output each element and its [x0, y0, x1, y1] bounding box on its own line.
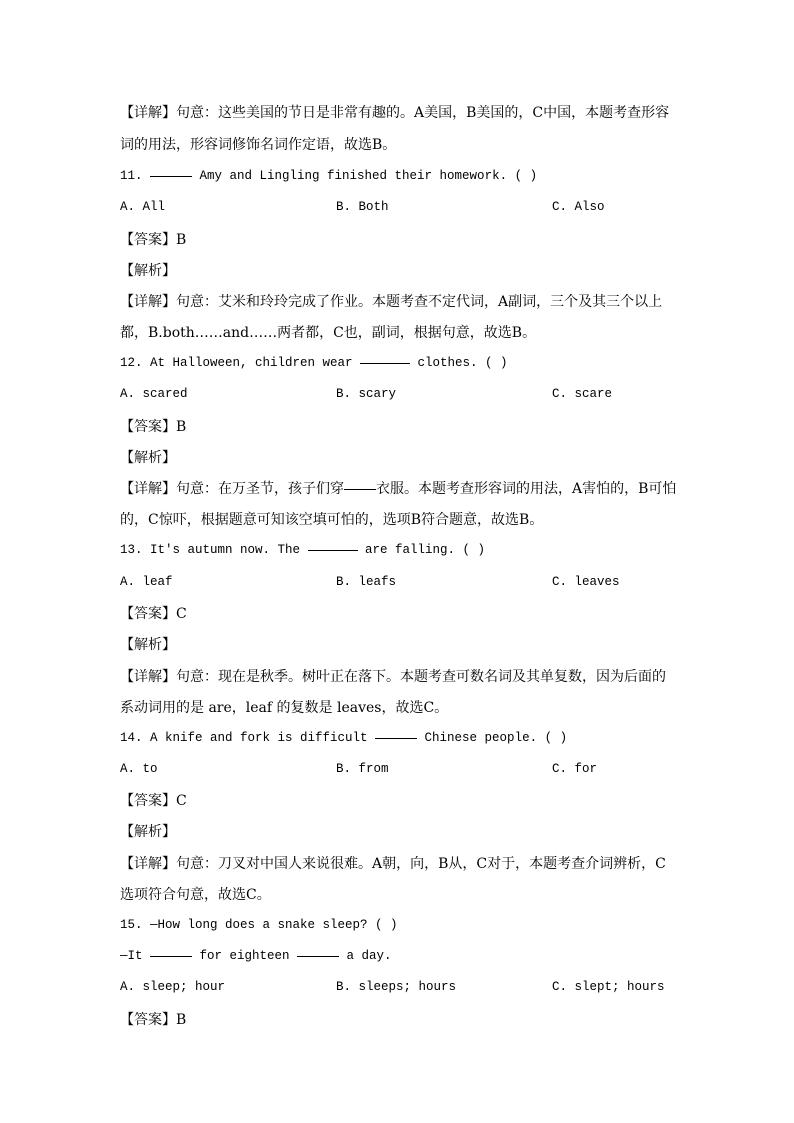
q12-explanation-start: 【详解】句意：在万圣节，孩子们穿: [120, 481, 344, 497]
q14-stem: [120, 731, 567, 745]
q12-explanation-end: 衣服。本题考查形容词的用法，A害怕的，B可怕: [376, 481, 677, 497]
q15-stem-line-2: [120, 949, 392, 963]
q10-explanation-line-1: 【详解】句意：这些美国的节日是非常有趣的。A美国，B美国的，C中国，本题考查形容: [120, 105, 670, 121]
q11-number: 11.: [120, 169, 151, 183]
q15-line2-mid: for eighteen: [192, 949, 298, 963]
q13-explanation-line-2: 系动词用的是 are，leaf 的复数是 leaves，故选C。: [120, 700, 449, 716]
q12-answer: 【答案】B: [120, 419, 187, 435]
q11-explanation-line-2: 都，B.both……and……两者都，C也，副词，根据句意，故选B。: [120, 325, 537, 341]
q15-blank-2: [297, 955, 339, 957]
q15-answer: 【答案】B: [120, 1012, 187, 1028]
q12-option-b: B. scary: [336, 387, 397, 401]
q12-explanation-line-1: [120, 478, 676, 498]
q11-stem-text: Amy and Lingling finished their homework. ( ): [192, 169, 538, 183]
q13-stem-start: 13. It's autumn now. The: [120, 543, 308, 557]
q15-blank-1: [150, 955, 192, 957]
q15-option-b: B. sleeps; hours: [336, 980, 457, 994]
q14-option-c: C. for: [552, 762, 598, 776]
q11-blank: [150, 175, 192, 177]
q11-option-b: B. Both: [336, 200, 389, 214]
q14-option-b: B. from: [336, 762, 389, 776]
q13-explanation-line-1: 【详解】句意：现在是秋季。树叶正在落下。本题考查可数名词及其单复数，因为后面的: [120, 669, 666, 685]
q14-explanation-line-2: 选项符合句意，故选C。: [120, 887, 271, 903]
q15-line2-end: a day.: [339, 949, 392, 963]
q14-stem-start: 14. A knife and fork is difficult: [120, 731, 376, 745]
q13-stem: [120, 543, 485, 557]
q12-stem-start: 12. At Halloween, children wear: [120, 356, 361, 370]
q13-option-b: B. leafs: [336, 575, 397, 589]
q13-blank: [308, 549, 358, 551]
q15-option-a: A. sleep; hour: [120, 980, 226, 994]
q12-analysis-heading: 【解析】: [120, 450, 176, 466]
q14-analysis-heading: 【解析】: [120, 824, 176, 840]
q12-option-a: A. scared: [120, 387, 188, 401]
q12-stem: [120, 356, 508, 370]
q11-stem: [120, 169, 537, 183]
q13-option-c: C. leaves: [552, 575, 620, 589]
q15-line2-start: —It: [120, 949, 151, 963]
q14-option-a: A. to: [120, 762, 158, 776]
q14-explanation-line-1: 【详解】句意：刀叉对中国人来说很难。A朝，向，B从，C对于，本题考查介词辨析，C: [120, 856, 666, 872]
q14-answer: 【答案】C: [120, 793, 187, 809]
q13-stem-end: are falling. ( ): [357, 543, 486, 557]
q14-stem-end: Chinese people. ( ): [417, 731, 568, 745]
q12-option-c: C. scare: [552, 387, 613, 401]
q14-blank: [375, 737, 417, 739]
q11-answer: 【答案】B: [120, 232, 187, 248]
q13-analysis-heading: 【解析】: [120, 637, 176, 653]
q15-option-c: C. slept; hours: [552, 980, 665, 994]
q11-explanation-line-1: 【详解】句意：艾米和玲玲完成了作业。本题考查不定代词，A副词，三个及其三个以上: [120, 294, 663, 310]
q12-stem-end: clothes. ( ): [410, 356, 508, 370]
q15-stem-line-1: 15. —How long does a snake sleep? ( ): [120, 918, 398, 932]
q13-answer: 【答案】C: [120, 606, 187, 622]
q11-option-a: A. All: [120, 200, 166, 214]
q12-explanation-blank: [344, 488, 376, 490]
q12-explanation-line-2: 的，C惊吓，根据题意可知该空填可怕的，选项B符合题意，故选B。: [120, 512, 544, 528]
q11-option-c: C. Also: [552, 200, 605, 214]
q10-explanation-line-2: 词的用法，形容词修饰名词作定语，故选B。: [120, 137, 397, 153]
q12-blank: [360, 362, 410, 364]
q11-analysis-heading: 【解析】: [120, 263, 176, 279]
q13-option-a: A. leaf: [120, 575, 173, 589]
